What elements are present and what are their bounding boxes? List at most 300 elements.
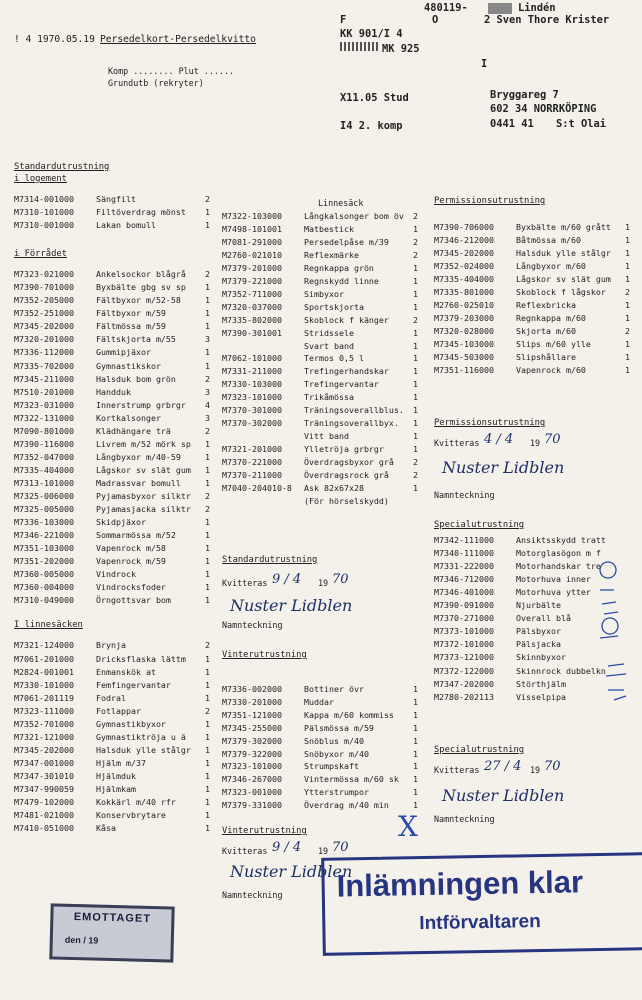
item-qty: 2 bbox=[205, 705, 210, 716]
item-qty: 1 bbox=[413, 482, 418, 493]
item-name: Störthjälm bbox=[516, 678, 566, 689]
item-qty: 1 bbox=[413, 418, 418, 429]
item-qty: 1 bbox=[205, 784, 210, 794]
std-receipt-namnteckning: Namnteckning bbox=[222, 620, 283, 630]
item-name: Fältskjorta m/55 bbox=[96, 334, 176, 345]
item-name: Fotlappar bbox=[96, 705, 141, 716]
spec-receipt-namnteckning: Namnteckning bbox=[434, 814, 495, 824]
item-code: M7342-111000 bbox=[434, 535, 494, 545]
item-code: M7351-202000 bbox=[14, 556, 74, 567]
item-row bbox=[222, 315, 418, 325]
perm-receipt-title: Permissionsutrustning bbox=[434, 418, 546, 428]
line-o: O bbox=[432, 14, 439, 26]
item-qty: 1 bbox=[205, 308, 210, 319]
unit-line1: KK 901/I 4 bbox=[340, 28, 403, 40]
item-name: Trefingervantar bbox=[304, 379, 379, 390]
item-qty: 1 bbox=[205, 810, 210, 821]
item-row bbox=[222, 224, 418, 234]
item-name: Halsduk ylle stålgr bbox=[96, 744, 191, 755]
item-code: M7347-990059 bbox=[14, 784, 74, 794]
item-name: Reflexmärke bbox=[304, 249, 359, 260]
item-row bbox=[14, 426, 210, 436]
phone: 0441 41 bbox=[490, 118, 534, 130]
item-row bbox=[434, 261, 630, 271]
item-qty: 1 bbox=[413, 774, 418, 785]
item-code: M2760-025010 bbox=[434, 300, 494, 310]
item-name: Hjälmkam bbox=[96, 784, 136, 794]
item-row bbox=[222, 749, 418, 759]
item-row bbox=[14, 295, 210, 305]
item-code: M7040-204010-8 bbox=[222, 482, 292, 493]
item-row bbox=[14, 334, 210, 344]
std-receipt-kvitteras: Kvitteras bbox=[222, 578, 268, 588]
item-name: Pälsbyxor bbox=[516, 626, 561, 637]
item-row bbox=[434, 313, 630, 323]
item-qty: 1 bbox=[205, 744, 210, 755]
item-qty: 1 bbox=[205, 347, 210, 358]
item-qty: 1 bbox=[205, 517, 210, 528]
item-row bbox=[434, 222, 630, 232]
item-name: Motorhuva ytter bbox=[516, 587, 591, 598]
item-row bbox=[14, 693, 210, 703]
item-name: Svart band bbox=[304, 340, 354, 351]
item-row bbox=[434, 548, 624, 558]
emottaget-stamp bbox=[49, 903, 174, 962]
item-qty: 2 bbox=[205, 425, 210, 436]
item-qty: 1 bbox=[205, 220, 210, 231]
item-code: M7390-116000 bbox=[14, 438, 74, 449]
item-row bbox=[14, 517, 210, 527]
item-row bbox=[434, 248, 630, 258]
item-qty: 1 bbox=[413, 761, 418, 772]
item-code: M7360-004000 bbox=[14, 582, 74, 593]
item-code: M7390-701000 bbox=[14, 282, 74, 293]
item-code: M7325-006000 bbox=[14, 491, 74, 501]
item-name: Overall blå bbox=[516, 613, 571, 624]
item-code: M7379-331000 bbox=[222, 800, 282, 811]
item-code: M7336-112000 bbox=[14, 347, 74, 358]
item-row bbox=[434, 274, 630, 284]
item-qty: 1 bbox=[413, 696, 418, 707]
item-row bbox=[434, 235, 630, 245]
komp-label: Komp ........ Plut ...... bbox=[108, 66, 235, 76]
item-name: Regnskydd linne bbox=[304, 275, 379, 286]
item-row bbox=[222, 263, 418, 273]
item-name: Handduk bbox=[96, 386, 131, 397]
item-name: Regnkappa grön bbox=[304, 262, 374, 273]
item-qty: 1 bbox=[413, 301, 418, 312]
item-row bbox=[222, 237, 418, 247]
form-title: Persedelkort-Persedelkvitto bbox=[100, 34, 256, 45]
item-qty: 1 bbox=[413, 748, 418, 759]
item-qty: 1 bbox=[413, 787, 418, 798]
item-code: M7352-047000 bbox=[14, 451, 74, 462]
item-code: M7090-801000 bbox=[14, 425, 74, 436]
item-name: Innerstrump grbrgr bbox=[96, 399, 186, 410]
item-row bbox=[14, 582, 210, 592]
item-code: M7410-051000 bbox=[14, 823, 74, 834]
item-name: Pälsjacka bbox=[516, 639, 561, 650]
item-qty: 1 bbox=[205, 692, 210, 703]
spec-receipt-title: Specialutrustning bbox=[434, 745, 525, 755]
item-row bbox=[222, 470, 418, 480]
item-code: M7345-202000 bbox=[14, 744, 74, 755]
item-qty: 2 bbox=[205, 373, 210, 384]
item-row bbox=[222, 392, 418, 402]
item-code: M7323-031000 bbox=[14, 399, 74, 410]
item-row bbox=[222, 250, 418, 260]
item-name: Skoblock f känger bbox=[304, 314, 389, 325]
spec-receipt-signature: Nuster Lidblen bbox=[442, 786, 565, 805]
item-name: Byxbälte gbg sv sp bbox=[96, 282, 186, 293]
std-receipt-date-hand: 9 / 4 bbox=[272, 572, 302, 587]
item-code: M7313-101000 bbox=[14, 477, 74, 488]
item-row bbox=[222, 418, 418, 428]
item-code: M7320-037000 bbox=[222, 301, 282, 312]
postal: 602 34 NORRKÖPING bbox=[490, 103, 597, 115]
item-qty: 2 bbox=[205, 194, 210, 204]
item-code: M7370-302000 bbox=[222, 418, 282, 429]
item-qty: 1 bbox=[625, 261, 630, 271]
item-qty: 1 bbox=[413, 379, 418, 390]
item-code: M7345-202000 bbox=[434, 248, 494, 258]
item-row bbox=[14, 810, 210, 820]
item-row bbox=[222, 761, 418, 771]
item-qty: 1 bbox=[413, 722, 418, 733]
item-code: M7335-702000 bbox=[14, 360, 74, 371]
item-code: M7498-101001 bbox=[222, 223, 282, 234]
item-qty: 1 bbox=[205, 464, 210, 475]
item-code: M7321-121000 bbox=[14, 731, 74, 742]
item-row bbox=[14, 745, 210, 755]
item-qty: 1 bbox=[205, 582, 210, 593]
item-name: Matbestick bbox=[304, 223, 354, 234]
section-heading: i logement bbox=[14, 174, 67, 184]
item-name: Kortkalsonger bbox=[96, 412, 161, 423]
item-qty: 2 bbox=[205, 640, 210, 651]
item-row bbox=[14, 374, 210, 384]
item-qty: 1 bbox=[413, 800, 418, 811]
item-code: M7331-211000 bbox=[222, 366, 282, 377]
item-qty: 1 bbox=[625, 365, 630, 375]
winter-receipt-title: Vinterutrustning bbox=[222, 826, 307, 836]
item-qty: 1 bbox=[205, 360, 210, 371]
item-code: M7310-101000 bbox=[14, 207, 74, 218]
winter-receipt-signature: Nuster Lidblen bbox=[230, 862, 353, 881]
item-code: M7390-706000 bbox=[434, 222, 494, 232]
item-code: M2780-202113 bbox=[434, 691, 494, 702]
item-qty: 1 bbox=[205, 438, 210, 449]
perm-receipt-year-hand: 70 bbox=[544, 432, 561, 447]
item-row bbox=[14, 543, 210, 553]
item-name: Vitt band bbox=[304, 431, 349, 442]
item-name: Trefingerhandskar bbox=[304, 366, 389, 377]
item-row bbox=[434, 326, 630, 336]
item-code: M7081-291000 bbox=[222, 236, 282, 247]
item-code: M7340-111000 bbox=[434, 548, 494, 559]
col1-title: Standardutrustning bbox=[14, 162, 110, 172]
item-code: M7320-201000 bbox=[14, 334, 74, 345]
item-name: Skinnbyxor bbox=[516, 652, 566, 663]
item-name: Vintermössa m/60 sk bbox=[304, 774, 399, 785]
item-row bbox=[222, 483, 418, 493]
item-qty: 1 bbox=[205, 282, 210, 293]
col3-title: Permissionsutrustning bbox=[434, 196, 546, 206]
item-row bbox=[14, 413, 210, 423]
item-name: Fältbyxor m/52-58 bbox=[96, 295, 181, 306]
item-name: Kåsa bbox=[96, 823, 116, 834]
item-name: Trikåmössa bbox=[304, 392, 354, 403]
item-row bbox=[222, 276, 418, 286]
item-code: M7347-301010 bbox=[14, 770, 74, 781]
item-row bbox=[434, 352, 630, 362]
item-row bbox=[14, 823, 210, 833]
item-code: M7352-711000 bbox=[222, 288, 282, 299]
item-name: Skoblock f lågskor bbox=[516, 287, 606, 297]
item-qty: 1 bbox=[625, 339, 630, 349]
item-qty: 1 bbox=[413, 353, 418, 364]
item-qty: 1 bbox=[205, 666, 210, 677]
pen-circle bbox=[600, 562, 616, 578]
given-names: 2 Sven Thore Krister bbox=[484, 14, 610, 26]
item-qty: 1 bbox=[205, 653, 210, 664]
item-row bbox=[14, 504, 210, 514]
spec-receipt-date-hand: 27 / 4 bbox=[484, 759, 522, 774]
std-receipt-year-hand: 70 bbox=[332, 572, 349, 587]
item-name: Muddar bbox=[304, 696, 334, 707]
item-qty: 1 bbox=[205, 543, 210, 554]
item-code: M7335-404000 bbox=[434, 274, 494, 284]
line-f: F bbox=[340, 14, 347, 26]
winter-receipt-year-pre: 19 bbox=[318, 846, 329, 856]
item-qty: 1 bbox=[205, 569, 210, 580]
emottaget-date: den / 19 bbox=[64, 934, 99, 946]
section-heading: I linnesäcken bbox=[14, 620, 83, 631]
item-row bbox=[222, 431, 418, 441]
winter-receipt-namnteckning: Namnteckning bbox=[222, 890, 283, 900]
x-mark: X bbox=[398, 810, 418, 843]
item-qty: 1 bbox=[205, 321, 210, 332]
item-name: Madrassvar bomull bbox=[96, 477, 181, 488]
unit-line2: MK 925 bbox=[382, 43, 420, 55]
item-qty: 2 bbox=[205, 491, 210, 501]
item-name: Livrem m/52 mörk sp bbox=[96, 438, 191, 449]
item-qty: 1 bbox=[625, 274, 630, 284]
item-row bbox=[222, 405, 418, 415]
item-name: Femfingervantar bbox=[96, 679, 171, 690]
emottaget-text: EMOTTAGET bbox=[73, 910, 152, 926]
item-name: Örngottsvar bom bbox=[96, 595, 171, 606]
item-name: Persedelpåse m/39 bbox=[304, 236, 389, 247]
item-code: M7335-801000 bbox=[434, 287, 494, 297]
item-qty: 2 bbox=[413, 457, 418, 468]
item-name: Överdragsrock grå bbox=[304, 470, 389, 480]
item-qty: 2 bbox=[625, 326, 630, 336]
item-code: M7345-255000 bbox=[222, 722, 282, 733]
item-name: Vindrocksfoder bbox=[96, 582, 166, 593]
item-code: M7335-404000 bbox=[14, 464, 74, 475]
item-code: M7330-201000 bbox=[222, 696, 282, 707]
item-row bbox=[434, 535, 624, 545]
item-row bbox=[222, 328, 418, 338]
item-name: Ansiktsskydd tratt bbox=[516, 535, 606, 545]
education: X11.05 Stud bbox=[340, 92, 409, 104]
item-name: Stridssele bbox=[304, 327, 354, 338]
item-row bbox=[14, 706, 210, 716]
item-name: Slipshållare bbox=[516, 352, 576, 362]
item-code: M7325-005000 bbox=[14, 504, 74, 515]
item-code: M7390-091000 bbox=[434, 600, 494, 611]
item-name: Fodral bbox=[96, 692, 126, 703]
parish: S:t Olai bbox=[556, 118, 607, 130]
item-row bbox=[222, 723, 418, 733]
item-name: Filtöverdrag mönst bbox=[96, 207, 186, 218]
street: Bryggareg 7 bbox=[490, 89, 559, 101]
item-row bbox=[222, 366, 418, 376]
item-name: Dricksflaska lättm bbox=[96, 653, 186, 664]
item-name: Långbyxor m/60 bbox=[516, 261, 586, 271]
item-code: M7346-267000 bbox=[222, 774, 282, 785]
col2-heading: Linnesäck bbox=[318, 198, 364, 208]
item-name: Ask 82x67x28 bbox=[304, 482, 364, 493]
item-row bbox=[434, 692, 624, 702]
id-number: 480119- bbox=[424, 2, 468, 14]
item-name: Lakan bomull bbox=[96, 220, 156, 231]
item-row bbox=[14, 595, 210, 605]
item-row bbox=[14, 282, 210, 292]
item-code: M7320-028000 bbox=[434, 326, 494, 336]
item-row bbox=[14, 784, 210, 794]
item-name: Motorhandskar tre bbox=[516, 561, 601, 572]
item-name: Sportskjorta bbox=[304, 301, 364, 312]
item-code: M7346-212000 bbox=[434, 235, 494, 245]
item-qty: 1 bbox=[413, 327, 418, 338]
std-receipt-signature: Nuster Lidblen bbox=[230, 596, 353, 615]
item-name: Regnkappa m/60 bbox=[516, 313, 586, 323]
special-list-title: Specialutrustning bbox=[434, 520, 525, 530]
item-row bbox=[14, 654, 210, 664]
item-name: Klädhängare trä bbox=[96, 425, 171, 436]
item-qty: 1 bbox=[413, 288, 418, 299]
inlamning-text: Inlämningen klar bbox=[336, 864, 584, 904]
item-name: Träningsoverallblus. bbox=[304, 405, 404, 416]
item-qty: 3 bbox=[205, 412, 210, 423]
item-name: Strumpskaft bbox=[304, 761, 359, 772]
perm-receipt-year-pre: 19 bbox=[530, 438, 541, 448]
item-code: M7335-802000 bbox=[222, 314, 282, 325]
item-code: M7372-101000 bbox=[434, 639, 494, 650]
item-code: M7352-024000 bbox=[434, 261, 494, 271]
item-qty: 3 bbox=[205, 334, 210, 345]
item-name: Kokkärl m/40 rfr bbox=[96, 797, 176, 808]
item-row bbox=[14, 640, 210, 650]
item-qty: 1 bbox=[205, 207, 210, 218]
item-row bbox=[14, 387, 210, 397]
winter-receipt-year-hand: 70 bbox=[332, 840, 349, 855]
item-row bbox=[14, 207, 210, 217]
item-name: Vapenrock m/59 bbox=[96, 556, 166, 567]
item-row bbox=[222, 787, 418, 797]
item-code: M7379-322000 bbox=[222, 748, 282, 759]
item-code: M7481-021000 bbox=[14, 810, 74, 821]
item-code: M7351-116000 bbox=[434, 365, 494, 375]
item-row bbox=[434, 287, 630, 297]
item-qty: 1 bbox=[625, 313, 630, 323]
item-code: M7062-101000 bbox=[222, 353, 282, 364]
item-code: M7061-201000 bbox=[14, 653, 74, 664]
inforvaltaren-text: Intförvaltaren bbox=[419, 911, 541, 935]
surname: Lindén bbox=[518, 2, 556, 14]
perm-receipt-namnteckning: Namnteckning bbox=[434, 490, 495, 500]
item-code: M7330-101000 bbox=[14, 679, 74, 690]
item-code: M7314-001000 bbox=[14, 194, 74, 204]
item-row bbox=[14, 758, 210, 768]
std-receipt-year-pre: 19 bbox=[318, 578, 329, 588]
item-name: Gymnastiktröja u ä bbox=[96, 731, 186, 742]
item-row bbox=[14, 719, 210, 729]
item-row bbox=[434, 365, 630, 375]
item-code: M7322-131000 bbox=[14, 412, 74, 423]
item-row bbox=[14, 269, 210, 279]
item-row bbox=[14, 220, 210, 230]
item-qty: 1 bbox=[205, 679, 210, 690]
item-code: M7347-001000 bbox=[14, 757, 74, 768]
item-qty: 1 bbox=[413, 684, 418, 694]
inlamning-stamp bbox=[321, 852, 642, 956]
company: I4 2. komp bbox=[340, 120, 403, 132]
item-qty: 1 bbox=[205, 556, 210, 567]
item-qty: 2 bbox=[205, 504, 210, 515]
item-code: M7336-103000 bbox=[14, 517, 74, 528]
item-qty: 1 bbox=[205, 731, 210, 742]
item-code: M7323-001000 bbox=[222, 787, 282, 798]
item-name: Njurbälte bbox=[516, 600, 561, 611]
item-code: M7373-101000 bbox=[434, 626, 494, 637]
item-code: M7346-401000 bbox=[434, 587, 494, 598]
item-qty: 1 bbox=[413, 340, 418, 351]
item-row bbox=[14, 797, 210, 807]
item-name: Ankelsockor blågrå bbox=[96, 269, 186, 280]
item-code: M7370-211000 bbox=[222, 470, 282, 480]
item-row bbox=[222, 444, 418, 454]
item-qty: 2 bbox=[625, 287, 630, 297]
grundutb-label: Grundutb (rekryter) bbox=[108, 78, 204, 88]
item-code: M7379-201000 bbox=[222, 262, 282, 273]
item-name: (För hörselskydd) bbox=[304, 495, 389, 506]
item-name: Byxbälte m/60 grått bbox=[516, 222, 611, 232]
item-code: M7370-301000 bbox=[222, 405, 282, 416]
item-row bbox=[14, 439, 210, 449]
item-code: M7346-221000 bbox=[14, 530, 74, 541]
item-name: Överdragsbyxor grå bbox=[304, 457, 394, 468]
item-name: Vapenrock m/58 bbox=[96, 543, 166, 554]
item-code: M7323-101000 bbox=[222, 392, 282, 403]
item-name: Fältbyxor m/59 bbox=[96, 308, 166, 319]
item-qty: 1 bbox=[205, 797, 210, 808]
item-qty: 2 bbox=[413, 314, 418, 325]
item-code: M7352-205000 bbox=[14, 295, 74, 306]
item-row bbox=[222, 736, 418, 746]
item-row bbox=[222, 211, 418, 221]
item-row bbox=[222, 353, 418, 363]
item-name: Halsduk bom grön bbox=[96, 373, 176, 384]
item-code: M7331-222000 bbox=[434, 561, 494, 572]
item-name: Termos 0,5 l bbox=[304, 353, 364, 364]
item-qty: 1 bbox=[205, 718, 210, 729]
item-name: Pyjamasbyxor silktr bbox=[96, 491, 191, 501]
item-qty: 1 bbox=[205, 770, 210, 781]
item-code: M7351-121000 bbox=[222, 709, 282, 720]
